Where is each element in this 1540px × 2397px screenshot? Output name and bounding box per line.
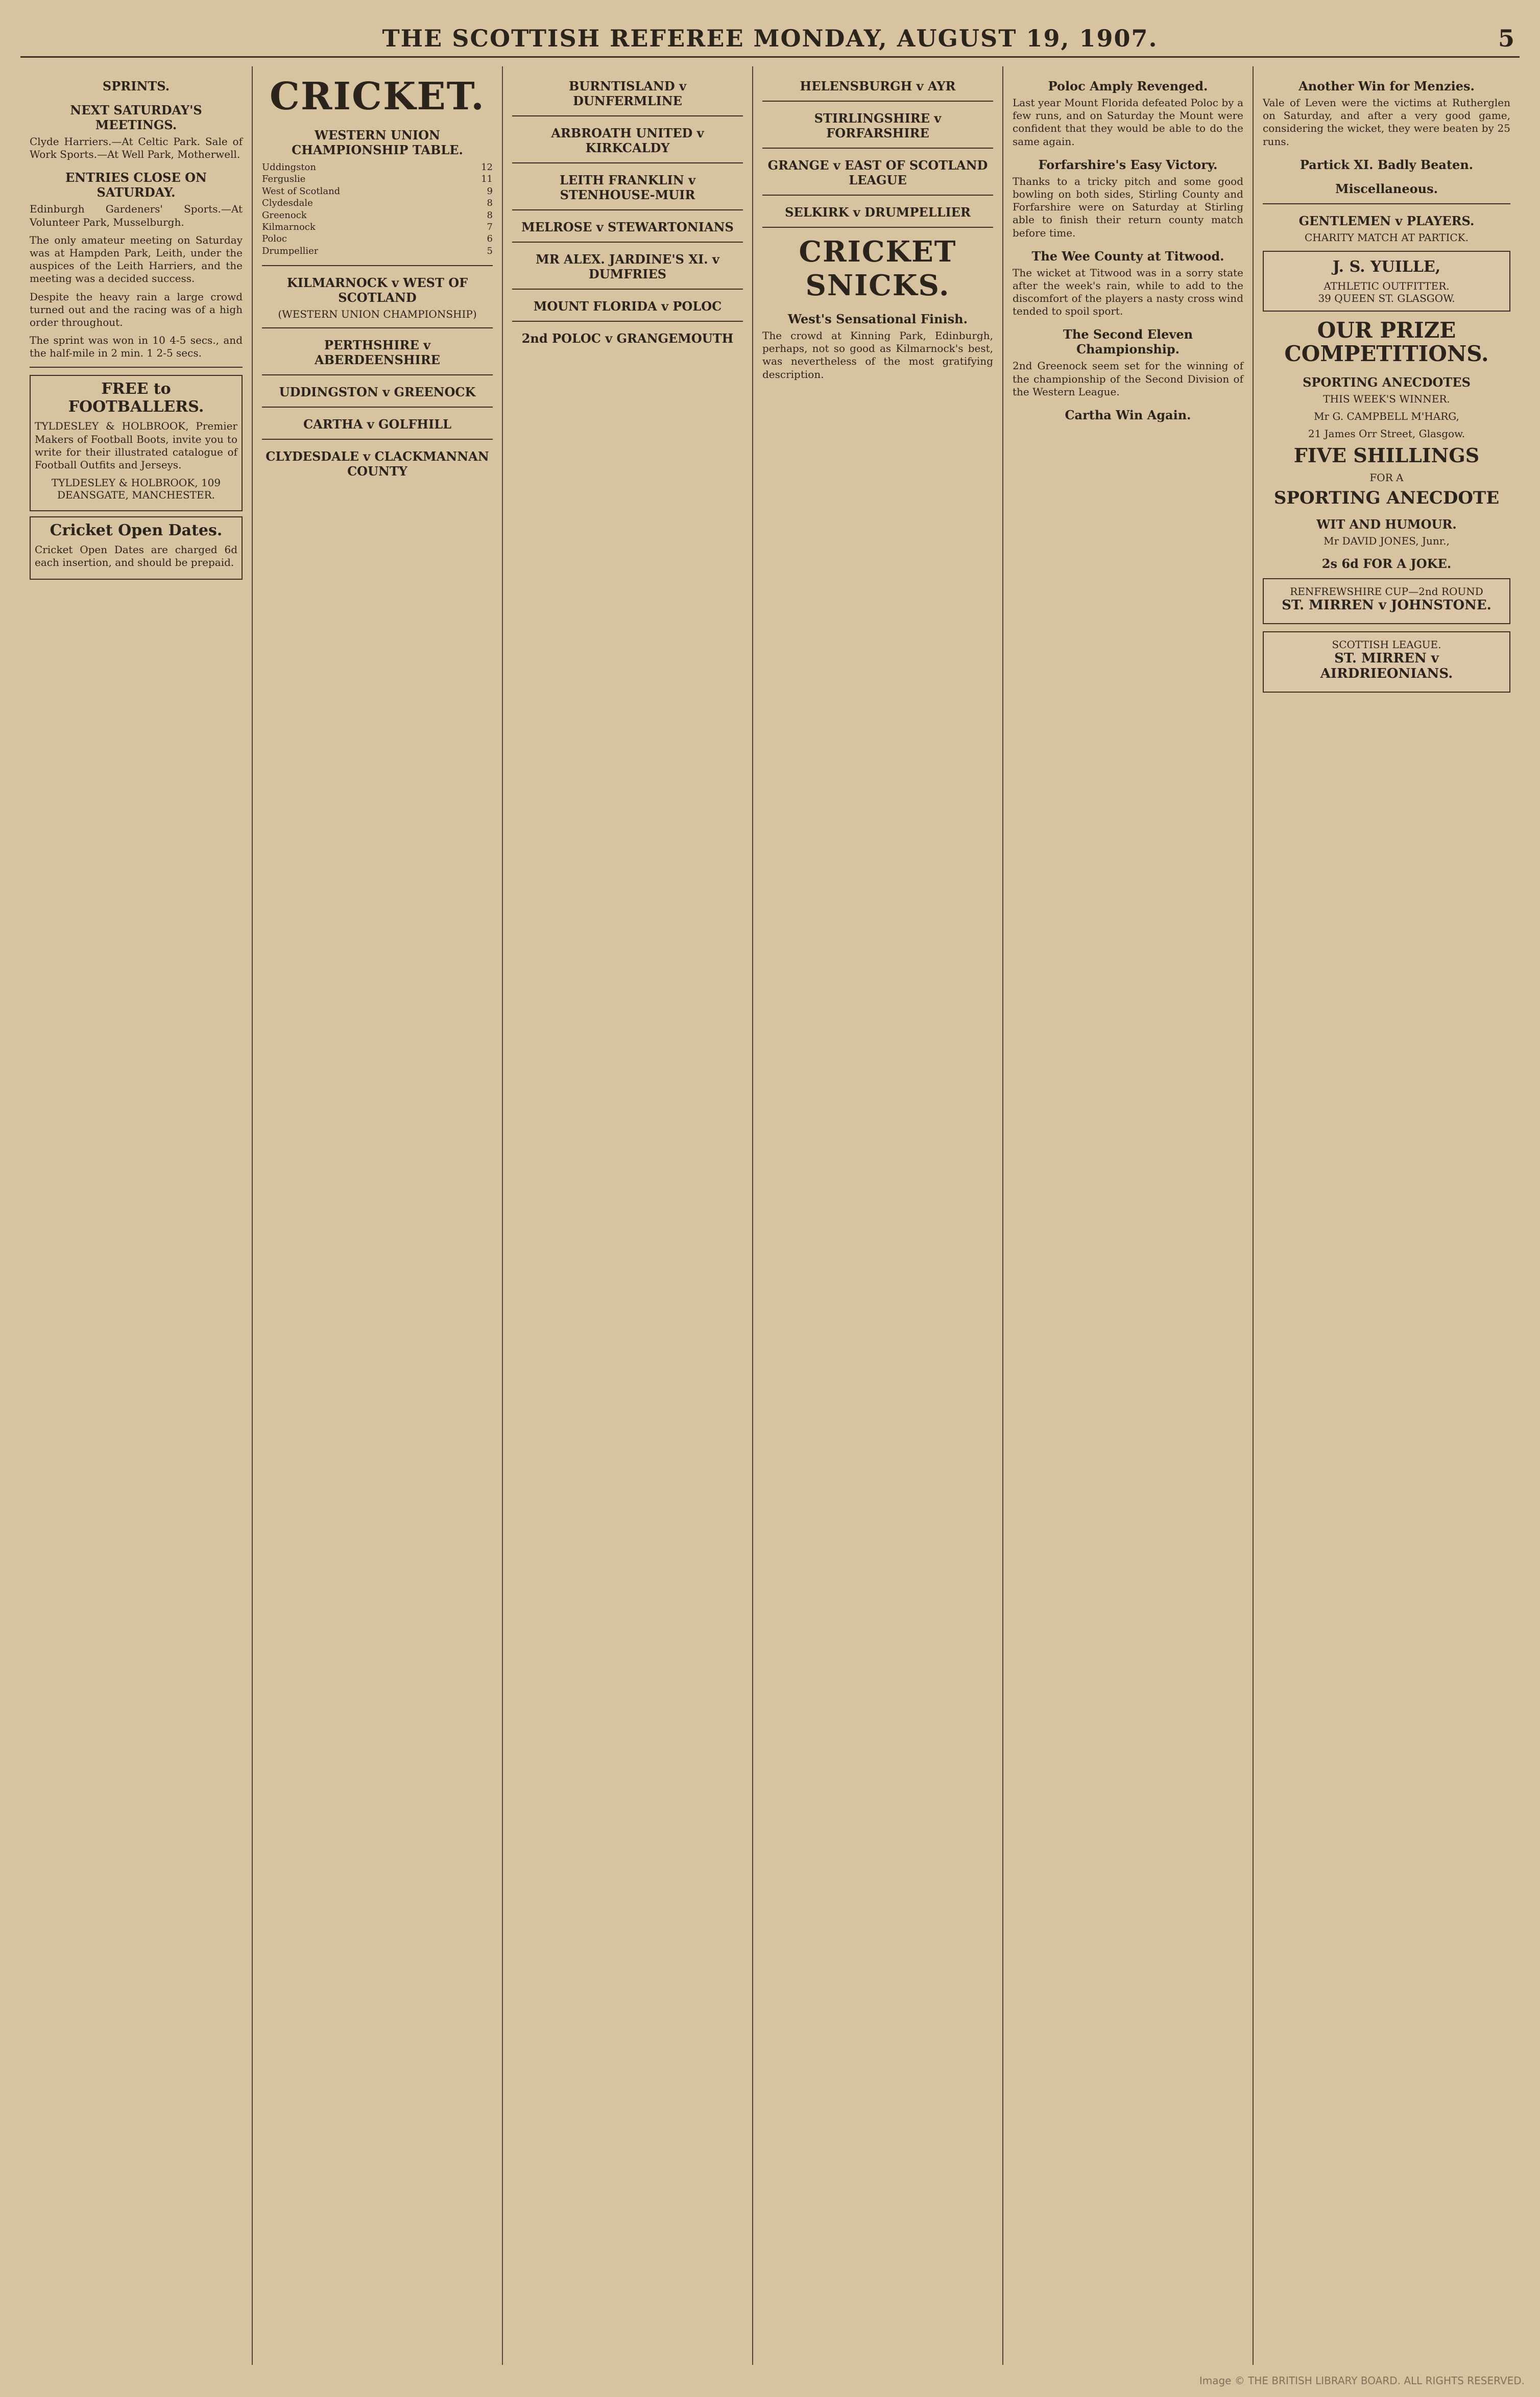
winner-address: 21 James Orr Street, Glasgow. bbox=[1308, 428, 1465, 440]
match-heading: ARBROATH UNITED v KIRKCALDY bbox=[551, 126, 704, 155]
match-heading: MELROSE v STEWARTONIANS bbox=[521, 220, 734, 234]
table-heading: WESTERN UNION CHAMPIONSHIP TABLE. bbox=[292, 128, 463, 157]
notice-body: Cricket Open Dates are charged 6d each insertion, and should be prepaid. bbox=[35, 543, 237, 569]
divider bbox=[262, 374, 493, 375]
notes-text: Vale of Leven were the victims at Rutherglen on Saturday, and after a very good game, considering the wicket, they were beaten by 25 runs. bbox=[1263, 97, 1510, 148]
divider bbox=[512, 162, 743, 163]
snicks-title: CRICKET SNICKS. bbox=[799, 235, 957, 302]
charity-subheading: CHARITY MATCH AT PARTICK. bbox=[1305, 231, 1469, 244]
report-heading: Poloc Amply Revenged. bbox=[1048, 79, 1208, 93]
divider bbox=[512, 289, 743, 290]
article-paragraph: The sprint was won in 10 4-5 secs., and the half-mile in 2 min. 1 2-5 secs. bbox=[30, 334, 243, 360]
ad-title: FREE to FOOTBALLERS. bbox=[68, 380, 204, 416]
table-row: Clydesdale 8 bbox=[262, 198, 493, 209]
entries-text: Edinburgh Gardeners' Sports.—At Volunteer Park, Musselburgh. bbox=[30, 203, 243, 228]
sporting-anecdote-heading: SPORTING ANECDOTE bbox=[1273, 487, 1500, 508]
report-text: The wicket at Titwood was in a sorry state after the week's rain, while to add to the discomfort of the players a nasty cross wind tended to spoil sport. bbox=[1013, 266, 1243, 318]
divider bbox=[762, 101, 993, 102]
match-heading: BURNTISLAND v DUNFERMLINE bbox=[568, 79, 687, 108]
cricket-title: CRICKET. bbox=[270, 75, 485, 118]
match-heading: UDDINGSTON v GREENOCK bbox=[279, 385, 476, 400]
report-heading: Forfarshire's Easy Victory. bbox=[1038, 157, 1218, 172]
column-match-results bbox=[503, 66, 753, 2365]
ad-subtitle: ATHLETIC OUTFITTER. bbox=[1324, 279, 1450, 292]
match-heading: CARTHA v GOLFHILL bbox=[303, 417, 452, 432]
report-text: Last year Mount Florida defeated Poloc by a few runs, and on Saturday the Mount were confident that they would be able to do the same again. bbox=[1013, 97, 1243, 148]
masthead-title: THE SCOTTISH REFEREE MONDAY, AUGUST 19, 1907. bbox=[382, 25, 1158, 52]
report-heading: Cartha Win Again. bbox=[1065, 408, 1191, 422]
divider bbox=[262, 407, 493, 408]
cup-heading: RENFREWSHIRE CUP—2nd ROUND bbox=[1290, 585, 1483, 598]
section-heading: SPRINTS. bbox=[102, 79, 170, 93]
masthead bbox=[20, 20, 1520, 58]
notes-heading: Partick XI. Badly Beaten. bbox=[1300, 157, 1474, 172]
notice-title: Cricket Open Dates. bbox=[50, 521, 223, 540]
entries-heading: ENTRIES CLOSE ON SATURDAY. bbox=[65, 170, 207, 200]
winner-heading: THIS WEEK'S WINNER. bbox=[1323, 393, 1450, 406]
divider bbox=[262, 439, 493, 440]
snicks-heading: West's Sensational Finish. bbox=[788, 312, 968, 326]
scottish-league-box bbox=[1263, 631, 1510, 693]
match-heading: KILMARNOCK v WEST OF SCOTLAND bbox=[286, 275, 468, 305]
divider bbox=[30, 367, 243, 368]
sporting-anecdotes-heading: SPORTING ANECDOTES bbox=[1303, 375, 1471, 390]
ad-name: J. S. YUILLE, bbox=[1332, 257, 1441, 276]
ad-address: 39 QUEEN ST. GLASGOW. bbox=[1318, 292, 1455, 304]
five-shillings-heading: FIVE SHILLINGS bbox=[1293, 444, 1480, 467]
match-heading: PERTHSHIRE v ABERDEENSHIRE bbox=[315, 338, 440, 368]
article-paragraph: The only amateur meeting on Saturday was at Hampden Park, Leith, under the auspices of the Leith Harriers, and the meeting was a decided success. bbox=[30, 233, 243, 285]
table-row: Poloc 6 bbox=[262, 233, 493, 245]
footballers-ad bbox=[30, 375, 243, 511]
league-heading: SCOTTISH LEAGUE. bbox=[1332, 638, 1441, 651]
divider bbox=[762, 148, 993, 149]
yuille-ad bbox=[1263, 251, 1510, 312]
report-text: Thanks to a tricky pitch and some good bowling on both sides, Stirling County and Forfarshire were on Saturday at Stirling able to finish their return county match before time. bbox=[1013, 175, 1243, 239]
snicks-text: The crowd at Kinning Park, Edinburgh, perhaps, not so good as Kilmarnock's best, was nevertheless of the most gratifying description. bbox=[762, 329, 993, 381]
winner-name: Mr G. CAMPBELL M'HARG, bbox=[1314, 410, 1459, 423]
table-row: Drumpellier 5 bbox=[262, 245, 493, 256]
article-paragraph: Despite the heavy rain a large crowd turned out and the racing was of a high order throughout. bbox=[30, 290, 243, 328]
divider bbox=[762, 195, 993, 196]
wit-humour-heading: WIT AND HUMOUR. bbox=[1316, 517, 1457, 532]
joke-price-heading: 2s 6d FOR A JOKE. bbox=[1321, 556, 1452, 572]
open-dates-notice bbox=[30, 516, 243, 579]
divider bbox=[1263, 203, 1510, 204]
report-text: 2nd Greenock seem set for the winning of the championship of the Second Division of the Western League. bbox=[1013, 360, 1243, 398]
match-heading: GRANGE v EAST OF SCOTLAND LEAGUE bbox=[767, 158, 988, 187]
match-heading: HELENSBURGH v AYR bbox=[800, 79, 956, 93]
meeting-text: Clyde Harriers.—At Celtic Park. Sale of Work Sports.—At Well Park, Motherwell. bbox=[30, 135, 243, 161]
column-cricket bbox=[253, 66, 503, 2365]
match-heading: STIRLINGSHIRE v FORFARSHIRE bbox=[814, 111, 942, 140]
prize-competitions-heading: OUR PRIZE COMPETITIONS. bbox=[1284, 317, 1489, 366]
column-more-results bbox=[753, 66, 1003, 2365]
wit-winner-name: Mr DAVID JONES, Junr., bbox=[1324, 535, 1450, 548]
column-sprints bbox=[20, 66, 253, 2365]
divider bbox=[262, 265, 493, 266]
table-row: Uddingston 12 bbox=[262, 162, 493, 173]
image-credit: Image © THE BRITISH LIBRARY BOARD. ALL RIGHTS RESERVED. bbox=[1199, 2375, 1525, 2387]
page-number: 5 bbox=[1498, 25, 1514, 52]
ad-footer: TYLDESLEY & HOLBROOK, 109 DEANSGATE, MANCHESTER. bbox=[51, 477, 221, 502]
ad-body: TYLDESLEY & HOLBROOK, Premier Makers of Football Boots, invite you to write for their illustrated catalogue of Football Outfits and Jerseys. bbox=[35, 420, 237, 471]
meeting-heading: NEXT SATURDAY'S MEETINGS. bbox=[70, 103, 202, 132]
divider bbox=[512, 209, 743, 210]
renfrewshire-cup-box bbox=[1263, 578, 1510, 624]
report-heading: The Wee County at Titwood. bbox=[1031, 248, 1224, 264]
divider bbox=[512, 321, 743, 322]
table-row: Kilmarnock 7 bbox=[262, 221, 493, 232]
table-row: Ferguslie 11 bbox=[262, 174, 493, 185]
divider bbox=[512, 242, 743, 243]
divider bbox=[512, 115, 743, 116]
table-row: Greenock 8 bbox=[262, 209, 493, 221]
championship-table bbox=[262, 161, 493, 257]
match-heading: MR ALEX. JARDINE'S XI. v DUMFRIES bbox=[536, 252, 719, 281]
match-heading: CLYDESDALE v CLACKMANNAN COUNTY bbox=[266, 449, 489, 479]
league-match: ST. MIRREN v AIRDRIEONIANS. bbox=[1320, 651, 1453, 682]
match-heading: 2nd POLOC v GRANGEMOUTH bbox=[521, 331, 734, 346]
match-subheading: (WESTERN UNION CHAMPIONSHIP) bbox=[278, 308, 477, 321]
column-ads-and-notes bbox=[1254, 66, 1520, 2365]
match-heading: SELKIRK v DRUMPELLIER bbox=[785, 205, 971, 220]
table-row: West of Scotland 9 bbox=[262, 185, 493, 197]
cup-match: ST. MIRREN v JOHNSTONE. bbox=[1282, 598, 1491, 613]
notes-heading: Another Win for Menzies. bbox=[1298, 79, 1475, 93]
notes-heading: Miscellaneous. bbox=[1335, 181, 1438, 196]
divider bbox=[762, 227, 993, 228]
for-a-text: FOR A bbox=[1369, 471, 1404, 484]
report-heading: The Second Eleven Championship. bbox=[1063, 327, 1193, 357]
column-reports bbox=[1003, 66, 1254, 2365]
gentlemen-players-heading: GENTLEMEN v PLAYERS. bbox=[1298, 213, 1475, 228]
match-heading: MOUNT FLORIDA v POLOC bbox=[533, 299, 722, 314]
match-heading: LEITH FRANKLIN v STENHOUSE-MUIR bbox=[559, 173, 696, 202]
divider bbox=[262, 327, 493, 328]
